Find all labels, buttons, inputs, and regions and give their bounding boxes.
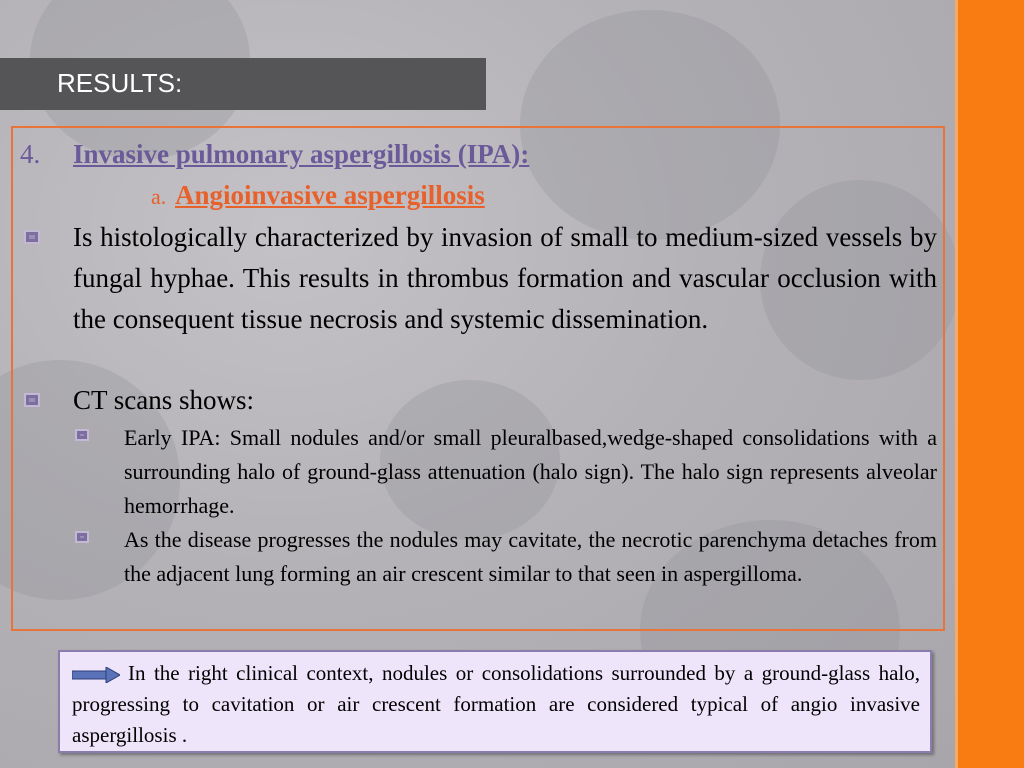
sub-bullet-paragraph: Early IPA: Small nodules and/or small pleuralbased,wedge-shaped consolidations with a surrounding halo of ground-glass attenuation (halo sign). The halo sign represents alveolar hemorrhage. [124,425,937,518]
subsection-heading-text: Angioinvasive aspergillosis [175,180,485,210]
sub-bullet-square-icon [75,429,89,441]
section-number: 4. [20,139,41,169]
note-text: In the right clinical context, nodules or consolidations surrounded by a ground-glass halo, progressing to cavitation or air crescent formation are considered typical of angio invasive aspergillosis . [72,661,920,747]
sub-bullet-square-icon [75,531,89,543]
bullet-paragraph: Is histologically characterized by invasion of small to medium-sized vessels by fungal hyphae. This results in thrombus formation and vascular occlusion with the consequent tissue necrosis and systemic dissemination. [73,222,937,334]
title-bar [0,58,486,110]
note-paragraph [72,658,920,751]
bullet-square-icon [24,393,40,407]
subsection-label: a. [151,184,167,209]
bullet-square-icon [24,230,40,244]
sub-bullet-paragraph: As the disease progresses the nodules may cavitate, the necrotic parenchyma detaches from the adjacent lung forming an air crescent similar to that seen in aspergilloma. [124,527,937,586]
bullet-paragraph: CT scans shows: [73,385,255,415]
orange-side-bar [958,0,1024,768]
right-arrow-icon [72,667,120,683]
slide-title: RESULTS: [57,68,183,98]
note-box [58,650,932,753]
section-heading-text: Invasive pulmonary aspergillosis (IPA): [73,139,530,169]
